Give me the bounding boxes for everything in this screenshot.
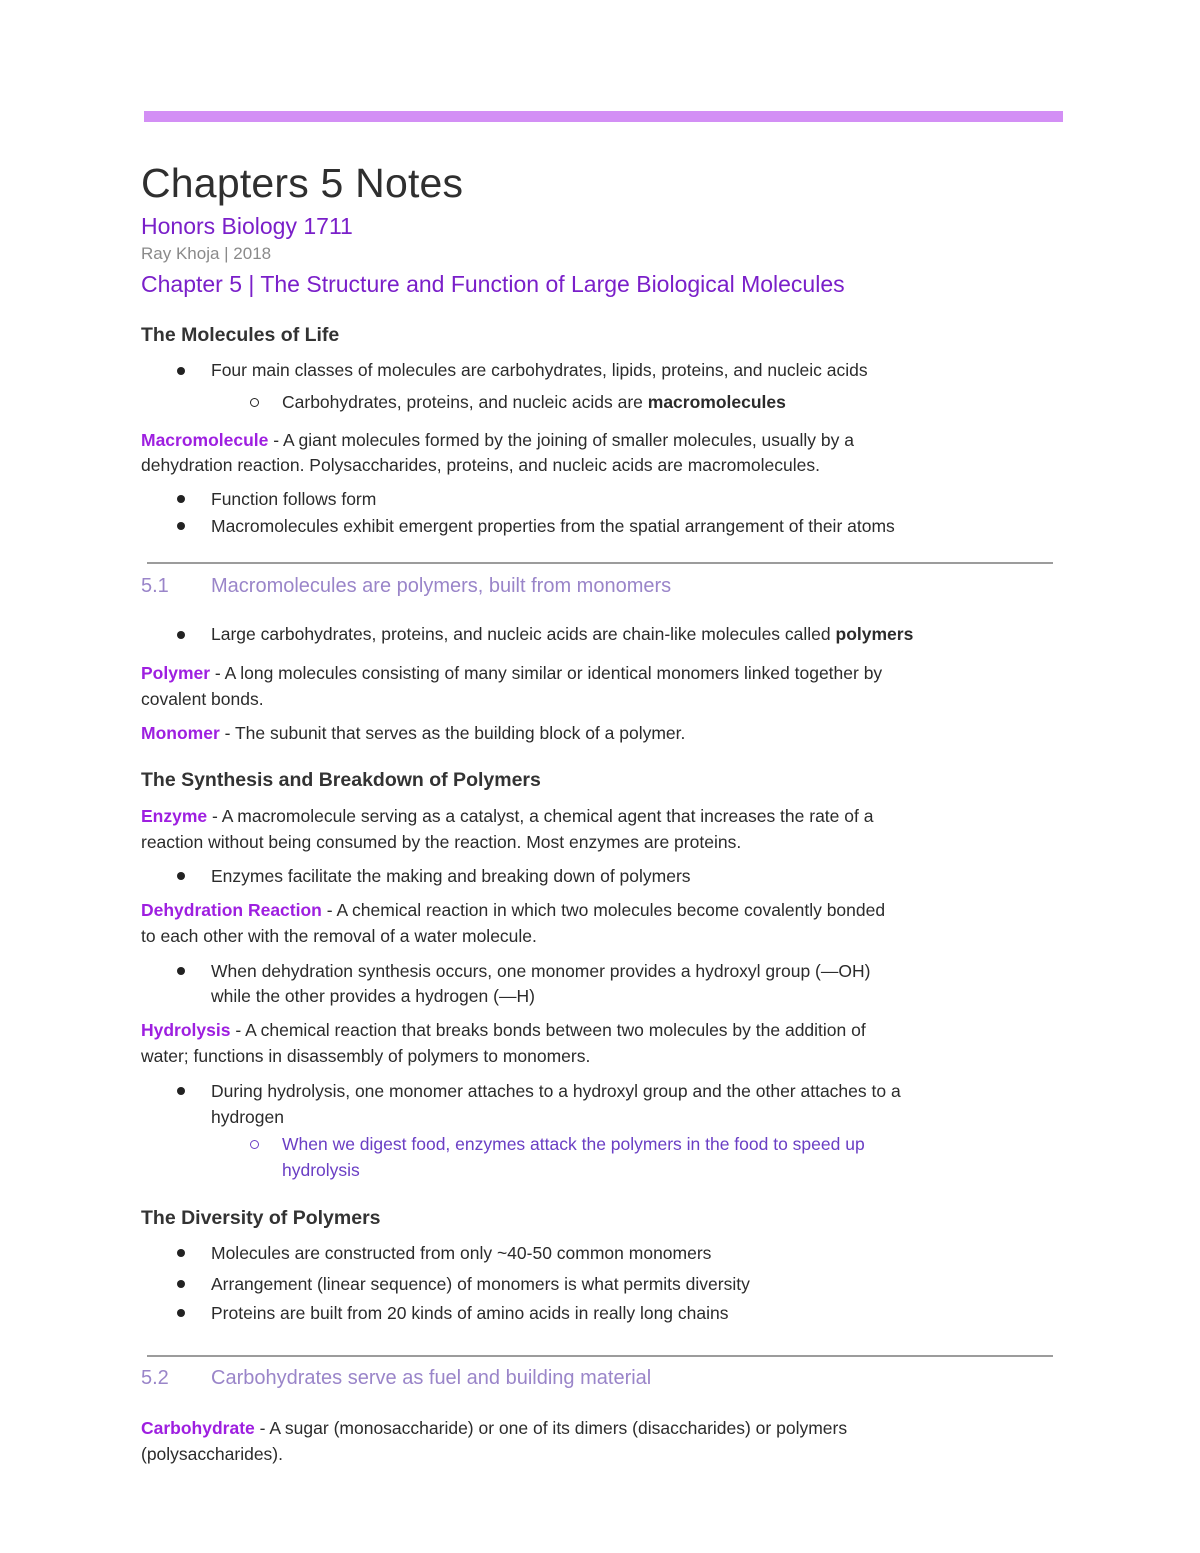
definition-continuation: (polysaccharides). bbox=[141, 1444, 283, 1464]
term-macromolecule: Macromolecule bbox=[141, 430, 269, 450]
definition-continuation: reaction without being consumed by the reaction. Most enzymes are proteins. bbox=[141, 832, 742, 852]
bullet-text: Molecules are constructed from only ~40-50 common monomers bbox=[211, 1243, 712, 1263]
definition-hydrolysis: Hydrolysis - A chemical reaction that breaks bonds between two molecules by the addition of bbox=[141, 1020, 866, 1040]
document-title: Chapters 5 Notes bbox=[141, 160, 464, 206]
bullet-dot bbox=[177, 631, 185, 639]
bullet-text: Arrangement (linear sequence) of monomers is what permits diversity bbox=[211, 1274, 750, 1294]
sub-bullet-text: When we digest food, enzymes attack the polymers in the food to speed up bbox=[282, 1134, 865, 1154]
diversity-heading: The Diversity of Polymers bbox=[141, 1207, 381, 1229]
bullet-dot bbox=[177, 872, 185, 880]
term-carbohydrate: Carbohydrate bbox=[141, 1418, 255, 1438]
section-number: 5.1 bbox=[141, 575, 169, 597]
term-monomer: Monomer bbox=[141, 723, 220, 743]
bullet-text: Large carbohydrates, proteins, and nucleic acids are chain-like molecules called polymers bbox=[211, 624, 914, 644]
definition-polymer: Polymer - A long molecules consisting of many similar or identical monomers linked together by bbox=[141, 663, 883, 683]
term-hydrolysis: Hydrolysis bbox=[141, 1020, 231, 1040]
bullet-dot bbox=[177, 522, 185, 530]
definition-continuation: to each other with the removal of a water molecule. bbox=[141, 926, 537, 946]
definition-continuation: covalent bonds. bbox=[141, 689, 264, 709]
sub-bullet-ring bbox=[250, 1140, 259, 1149]
section-title: Macromolecules are polymers, built from monomers bbox=[211, 575, 672, 597]
chapter-heading: Chapter 5 | The Structure and Function of Large Biological Molecules bbox=[141, 271, 845, 297]
molecules-of-life-heading: The Molecules of Life bbox=[141, 324, 340, 346]
bullet-text: Proteins are built from 20 kinds of amino acids in really long chains bbox=[211, 1303, 729, 1323]
definition-continuation: dehydration reaction. Polysaccharides, proteins, and nucleic acids are macromolecules. bbox=[141, 455, 820, 475]
sub-bullet-text-continuation: hydrolysis bbox=[282, 1160, 360, 1180]
section-number: 5.2 bbox=[141, 1367, 169, 1389]
bullet-dot bbox=[177, 1087, 185, 1095]
bullet-dot bbox=[177, 367, 185, 375]
definition-enzyme: Enzyme - A macromolecule serving as a catalyst, a chemical agent that increases the rate of a bbox=[141, 806, 874, 826]
definition-macromolecule: Macromolecule - A giant molecules formed by the joining of smaller molecules, usually by a bbox=[141, 430, 854, 450]
bullet-text: Macromolecules exhibit emergent properties from the spatial arrangement of their atoms bbox=[211, 516, 895, 536]
bullet-dot bbox=[177, 967, 185, 975]
section-title: Carbohydrates serve as fuel and building material bbox=[211, 1367, 652, 1389]
header-accent-bar bbox=[144, 111, 1063, 122]
term-polymer: Polymer bbox=[141, 663, 211, 683]
bullet-text: When dehydration synthesis occurs, one monomer provides a hydroxyl group (—OH) bbox=[211, 961, 871, 981]
sub-bullet-ring bbox=[250, 398, 259, 407]
section-divider bbox=[147, 1355, 1053, 1357]
bullet-text-continuation: hydrogen bbox=[211, 1107, 284, 1127]
bullet-text-continuation: while the other provides a hydrogen (—H) bbox=[211, 986, 535, 1006]
bold-term: polymers bbox=[835, 624, 914, 644]
bullet-dot bbox=[177, 1309, 185, 1317]
bullet-dot bbox=[177, 495, 185, 503]
bullet-text: Function follows form bbox=[211, 489, 377, 509]
sub-bullet-text: Carbohydrates, proteins, and nucleic acids are macromolecules bbox=[282, 392, 786, 412]
definition-continuation: water; functions in disassembly of polymers to monomers. bbox=[141, 1046, 591, 1066]
synthesis-heading: The Synthesis and Breakdown of Polymers bbox=[141, 769, 541, 791]
bullet-dot bbox=[177, 1249, 185, 1257]
bullet-text: Enzymes facilitate the making and breaking down of polymers bbox=[211, 866, 691, 886]
definition-monomer: Monomer - The subunit that serves as the building block of a polymer. bbox=[141, 723, 686, 743]
bullet-dot bbox=[177, 1280, 185, 1288]
bullet-text: During hydrolysis, one monomer attaches to a hydroxyl group and the other attaches to a bbox=[211, 1081, 901, 1101]
term-dehydration-reaction: Dehydration Reaction bbox=[141, 900, 322, 920]
bullet-text: Four main classes of molecules are carbohydrates, lipids, proteins, and nucleic acids bbox=[211, 360, 868, 380]
document-subtitle: Honors Biology 1711 bbox=[141, 213, 353, 239]
definition-dehydration: Dehydration Reaction - A chemical reaction in which two molecules become covalently bonded bbox=[141, 900, 886, 920]
term-enzyme: Enzyme bbox=[141, 806, 208, 826]
section-divider bbox=[147, 562, 1053, 564]
document-author: Ray Khoja | 2018 bbox=[141, 244, 272, 263]
bold-term: macromolecules bbox=[647, 392, 786, 412]
definition-carbohydrate: Carbohydrate - A sugar (monosaccharide) or one of its dimers (disaccharides) or polymers bbox=[141, 1418, 848, 1438]
